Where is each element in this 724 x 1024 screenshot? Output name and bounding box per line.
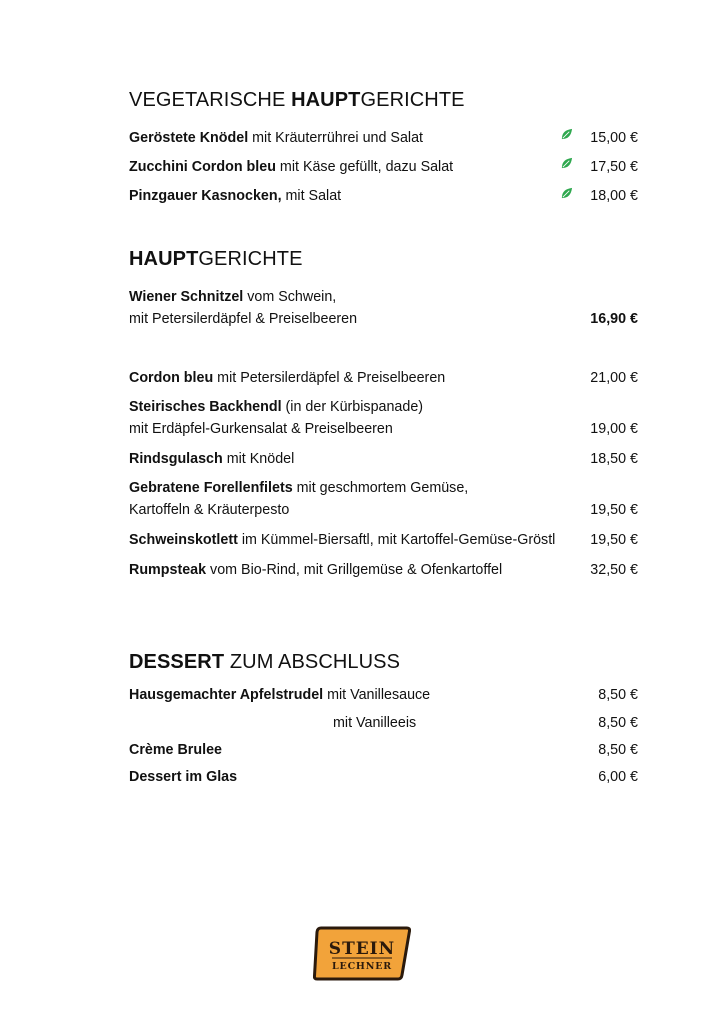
heading-dessert-post: ZUM ABSCHLUSS	[224, 651, 401, 673]
item-desc: mit Petersilerdäpfel & Preiselbeeren	[213, 370, 446, 386]
leaf-icon	[560, 187, 573, 200]
item-name: Rindsgulasch	[129, 451, 223, 467]
item-name: Rumpsteak	[129, 562, 207, 578]
item-desc: mit Vanillesauce	[323, 687, 431, 703]
item-price: 18,50 €	[590, 451, 638, 467]
heading-dessert	[129, 651, 400, 674]
item-name: Wiener Schnitzel	[129, 289, 244, 305]
menu-item	[129, 769, 237, 785]
menu-item	[129, 687, 430, 703]
item-price: 17,50 €	[590, 159, 638, 175]
item-name: Crème Brulee	[129, 742, 222, 758]
item-price: 32,50 €	[590, 562, 638, 578]
item-price: 19,00 €	[590, 421, 638, 437]
item-name: Dessert im Glas	[129, 769, 238, 785]
heading-main-post: GERICHTE	[198, 248, 303, 270]
menu-item	[129, 399, 423, 415]
menu-item	[129, 532, 555, 548]
heading-main	[129, 248, 303, 271]
item-desc-line2: Kartoffeln & Kräuterpesto	[129, 502, 290, 518]
heading-vegetarian-bold: HAUPT	[291, 89, 361, 111]
menu-item	[129, 289, 336, 305]
heading-vegetarian-pre: VEGETARISCHE	[129, 89, 292, 111]
item-desc: im Kümmel-Biersaftl, mit Kartoffel-Gemüse-Gröstl	[237, 532, 556, 548]
item-price: 6,00 €	[598, 769, 638, 785]
heading-main-bold: HAUPT	[129, 248, 199, 270]
menu-item	[129, 451, 294, 467]
item-price: 8,50 €	[598, 742, 638, 758]
menu-item	[129, 562, 502, 578]
item-name: Geröstete Knödel	[129, 130, 249, 146]
item-desc: vom Schwein,	[243, 289, 337, 305]
item-desc-line2: mit Petersilerdäpfel & Preiselbeeren	[129, 311, 358, 327]
item-desc: vom Bio-Rind, mit Grillgemüse & Ofenkartoffel	[206, 562, 503, 578]
logo-line1: STEIN	[328, 939, 396, 959]
item-name: Hausgemachter Apfelstrudel	[129, 687, 324, 703]
logo-line2: LECHNER	[332, 961, 392, 972]
menu-item	[129, 130, 423, 146]
menu-item	[129, 159, 453, 175]
menu-item	[129, 188, 341, 204]
item-desc: (in der Kürbispanade)	[281, 399, 424, 415]
item-desc: mit Salat	[281, 188, 342, 204]
item-name: Zucchini Cordon bleu	[129, 159, 276, 175]
item-name: Schweinskotlett	[129, 532, 238, 548]
item-price: 21,00 €	[590, 370, 638, 386]
item-desc-line2: mit Erdäpfel-Gurkensalat & Preiselbeeren	[129, 421, 393, 437]
item-desc: mit Knödel	[222, 451, 295, 467]
item-desc: mit Vanilleeis	[333, 715, 417, 731]
menu-item	[129, 480, 468, 496]
item-desc: mit Kräuterrührei und Salat	[248, 130, 423, 146]
item-price: 8,50 €	[598, 687, 638, 703]
item-desc: mit geschmortem Gemüse,	[292, 480, 469, 496]
item-price: 18,00 €	[590, 188, 638, 204]
item-name: Pinzgauer Kasnocken,	[129, 188, 282, 204]
item-name: Cordon bleu	[129, 370, 214, 386]
item-price: 19,50 €	[590, 532, 638, 548]
heading-vegetarian-post: GERICHTE	[360, 89, 465, 111]
item-name: Steirisches Backhendl	[129, 399, 282, 415]
heading-dessert-bold: DESSERT	[129, 651, 225, 673]
item-price: 8,50 €	[598, 715, 638, 731]
item-desc: mit Käse gefüllt, dazu Salat	[275, 159, 454, 175]
item-price: 19,50 €	[590, 502, 638, 518]
menu-item	[129, 742, 222, 758]
leaf-icon	[560, 128, 573, 141]
heading-vegetarian	[129, 89, 465, 112]
item-price: 15,00 €	[590, 130, 638, 146]
menu-item	[129, 370, 445, 386]
leaf-icon	[560, 157, 573, 170]
item-price: 16,90 €	[590, 311, 638, 327]
item-name: Gebratene Forellenfilets	[129, 480, 293, 496]
stein-lechner-logo	[313, 925, 411, 982]
